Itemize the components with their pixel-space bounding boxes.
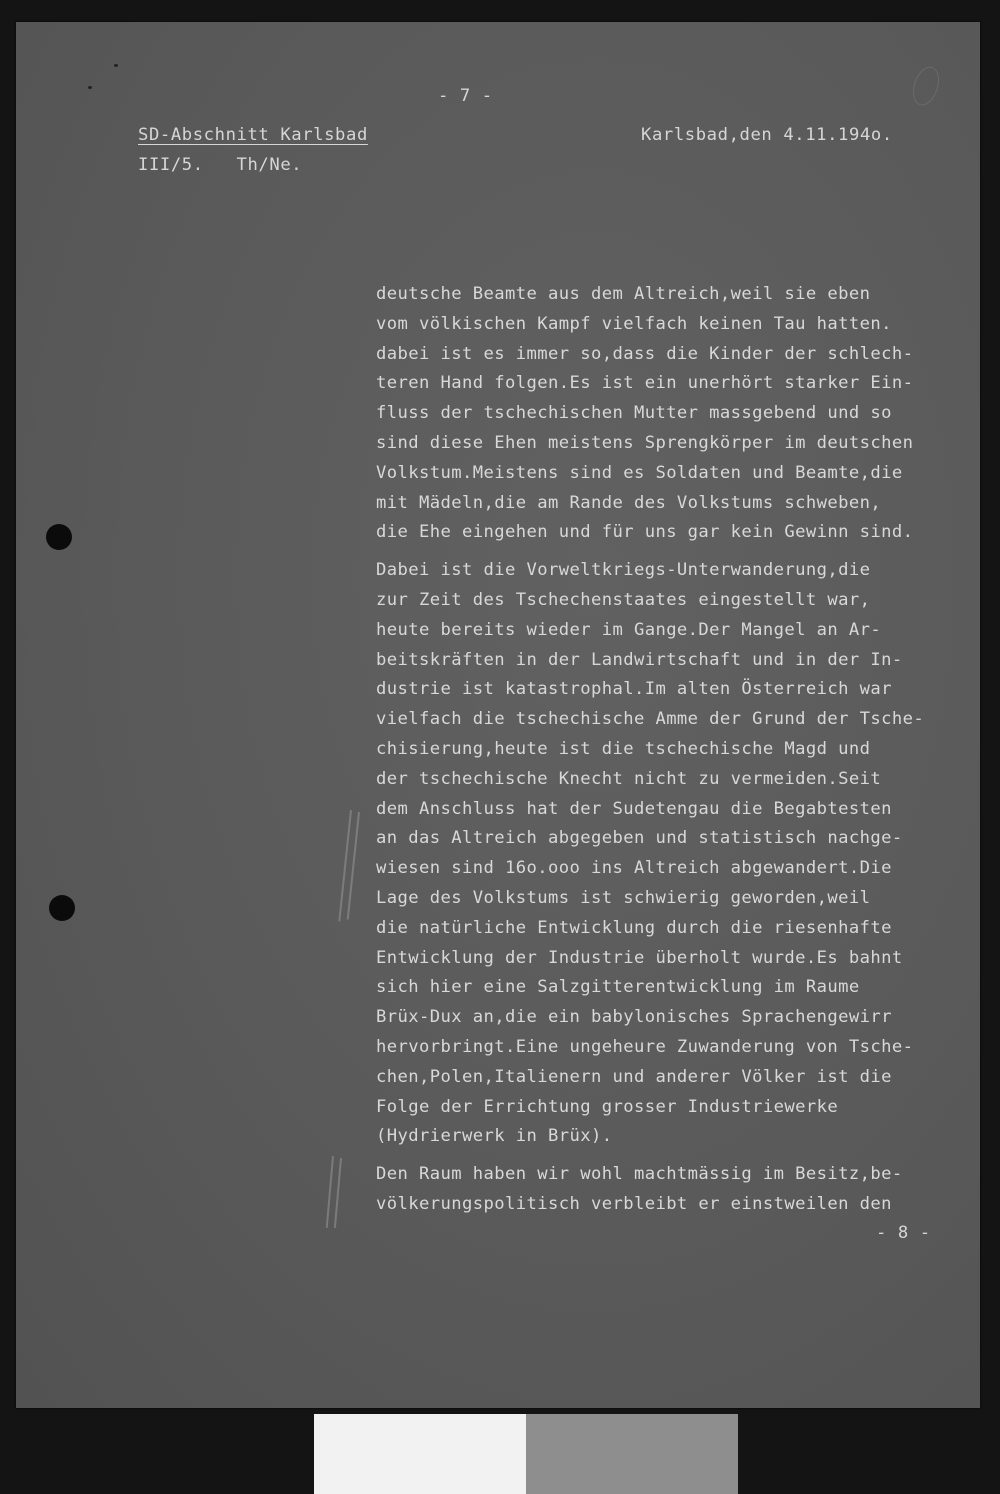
page-number-bottom: - 8 - <box>876 1223 931 1243</box>
text-line: die natürliche Entwicklung durch die riesenhafte <box>376 917 892 938</box>
text-line: an das Altreich abgegeben und statistisch nachge- <box>376 828 903 849</box>
pencil-annotation <box>908 63 943 108</box>
text-line: fluss der tschechischen Mutter massgebend und so <box>376 403 892 424</box>
text-line: (Hydrierwerk in Brüx). <box>376 1126 613 1147</box>
text-line: der tschechische Knecht nicht zu vermeiden.Seit <box>376 768 882 789</box>
text-line: wiesen sind 16o.ooo ins Altreich abgewandert.Die <box>376 858 892 879</box>
paragraph <box>376 556 980 1152</box>
document-page <box>16 22 980 1408</box>
text-line: zur Zeit des Tschechenstaates eingestellt war, <box>376 589 871 610</box>
text-line: mit Mädeln,die am Rande des Volkstums schweben, <box>376 492 882 513</box>
punch-hole <box>46 524 72 550</box>
text-line: hervorbringt.Eine ungeheure Zuwanderung von Tsche- <box>376 1036 914 1057</box>
punch-hole <box>49 895 75 921</box>
text-line: beitskräften in der Landwirtschaft und in der In- <box>376 649 903 670</box>
text-line: Volkstum.Meistens sind es Soldaten und Beamte,die <box>376 462 903 483</box>
text-line: chisierung,heute ist die tschechische Magd und <box>376 738 871 759</box>
pencil-margin-mark <box>334 1158 342 1228</box>
text-line: die Ehe eingehen und für uns gar kein Gewinn sind. <box>376 522 914 543</box>
text-line: chen,Polen,Italienern und anderer Völker ist die <box>376 1066 892 1087</box>
text-line: heute bereits wieder im Gange.Der Mangel an Ar- <box>376 619 882 640</box>
paper-speck <box>88 86 92 89</box>
text-line: völkerungspolitisch verbleibt er einstweilen den <box>376 1193 892 1214</box>
paragraph <box>376 280 980 548</box>
text-line: sind diese Ehen meistens Sprengkörper im deutschen <box>376 432 914 453</box>
body-text <box>376 280 980 1228</box>
text-line: Brüx-Dux an,die ein babylonisches Sprachengewirr <box>376 1007 892 1028</box>
text-line: dabei ist es immer so,dass die Kinder der schlech- <box>376 343 914 364</box>
sender-heading: SD-Abschnitt Karlsbad <box>138 125 368 145</box>
pencil-margin-mark <box>326 1156 334 1228</box>
text-line: dem Anschluss hat der Sudetengau die Begabtesten <box>376 798 892 819</box>
text-line: deutsche Beamte aus dem Altreich,weil sie eben <box>376 284 871 304</box>
dateline: Karlsbad,den 4.11.194o. <box>641 125 893 145</box>
reference-code: III/5. Th/Ne. <box>138 155 303 175</box>
paragraph <box>376 1160 980 1220</box>
text-line: Folge der Errichtung grosser Industriewerke <box>376 1096 839 1117</box>
text-line: Entwicklung der Industrie überholt wurde.Es bahnt <box>376 947 903 968</box>
text-line: Lage des Volkstums ist schwierig geworden,weil <box>376 887 871 908</box>
text-line: dustrie ist katastrophal.Im alten Österreich war <box>376 679 892 700</box>
calibration-patch-grey <box>526 1414 738 1494</box>
calibration-patch-white <box>314 1414 526 1494</box>
text-line: teren Hand folgen.Es ist ein unerhört starker Ein- <box>376 373 914 394</box>
text-line: sich hier eine Salzgitterentwicklung im Raume <box>376 977 860 998</box>
text-line: vielfach die tschechische Amme der Grund der Tsche- <box>376 709 925 730</box>
text-line: Den Raum haben wir wohl machtmässig im Besitz,be- <box>376 1164 903 1185</box>
text-line: Dabei ist die Vorweltkriegs-Unterwanderung,die <box>376 560 871 581</box>
page-number-top: - 7 - <box>438 86 493 106</box>
paper-speck <box>114 64 118 67</box>
text-line: vom völkischen Kampf vielfach keinen Tau hatten. <box>376 313 892 334</box>
